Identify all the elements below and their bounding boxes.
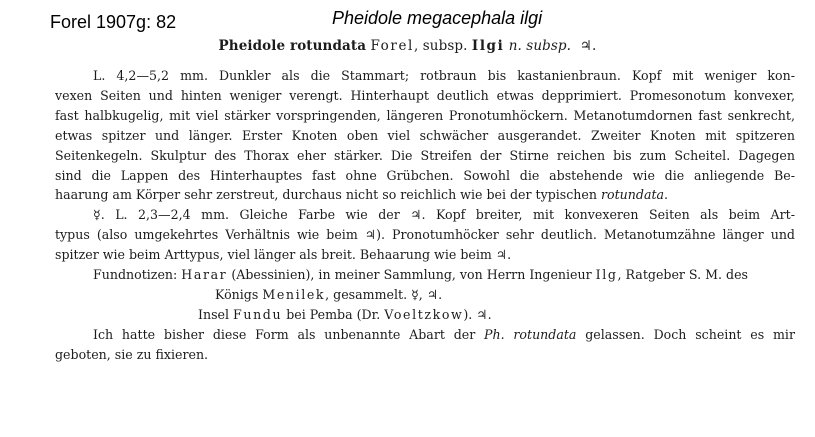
italic-taxon: rotundata. — [601, 187, 669, 203]
subspecies-name: Ilgi — [471, 38, 505, 54]
caste-symbol: ♃. — [579, 38, 597, 54]
text-segment: gelassen. Doch scheint es mir — [585, 326, 795, 342]
text-segment: , gesammelt. ☿, ♃. — [325, 286, 443, 302]
text-segment: Insel — [198, 306, 230, 322]
text-line: vexen Seiten und hinten weniger verengt. Hinterhaupt deutlich etwas depprimiert. Promesonotum konvexer, — [55, 87, 795, 103]
species-title: Pheidole megacephala ilgi — [332, 8, 543, 28]
text-line — [55, 265, 795, 285]
taxon-rank: , subsp. — [413, 38, 468, 54]
text-line: geboten, sie zu fixieren. — [55, 346, 209, 362]
text-segment: haarung am Körper sehr zerstreut, durchaus nicht so reichlich wie bei der typischen — [55, 187, 597, 203]
collector-name: Ilg — [595, 267, 618, 283]
taxon-status: n. subsp. — [508, 38, 572, 54]
text-segment: (Abessinien), in meiner Sammlung, von Herrn Ingenieur — [231, 267, 592, 283]
taxon-name: Pheidole rotundata — [218, 38, 367, 54]
taxon-heading — [0, 38, 815, 54]
text-line — [55, 285, 795, 305]
text-line: spitzer wie beim Arttypus, viel länger als breit. Behaarung wie beim ♃. — [55, 247, 512, 263]
text-line — [55, 325, 795, 345]
italic-taxon: Ph. rotundata — [484, 326, 577, 342]
text-line: L. 4,2—5,2 mm. Dunkler als die Stammart; rotbraun bis kastanienbraun. Kopf mit weniger kon- — [93, 68, 795, 83]
taxon-author: Forel — [370, 38, 414, 54]
text-segment: Fundnotizen: — [93, 267, 178, 283]
text-line: fast halbkugelig, mit viel stärker vorspringenden, längeren Pronotumhöckern. Metanotumdornen fast senkrecht, — [55, 107, 795, 123]
text-line: ☿. L. 2,3—2,4 mm. Gleiche Farbe wie der ♃. Kopf breiter, mit konvexeren Seiten als beim Art- — [93, 207, 795, 223]
text-segment: Ich hatte bisher diese Form als unbenannte Abart der — [93, 326, 476, 342]
text-line: sind die Lappen des Hinterhauptes fast ohne Grübchen. Sowohl die abstehende wie die anliegende Be- — [55, 167, 795, 183]
person-name: Menilek — [262, 286, 326, 302]
text-line: Seitenkegeln. Skulptur des Thorax eher stärker. Die Streifen der Stirne reichen bis zum Scheitel. Dagegen — [55, 147, 795, 163]
text-line — [55, 305, 795, 325]
locality-name: Harar — [181, 267, 228, 283]
description-body — [55, 66, 795, 365]
text-segment: bei Pemba (Dr. — [286, 306, 381, 322]
citation-label: Forel 1907g: 82 — [50, 12, 177, 32]
text-segment: Königs — [215, 286, 259, 302]
text-segment: ). ♃. — [463, 306, 492, 322]
text-segment: , Ratgeber S. M. des — [617, 267, 748, 283]
collector-name: Voeltzkow — [384, 306, 464, 322]
text-line — [55, 185, 795, 205]
text-line: typus (also umgekehrtes Verhältnis wie beim ♃). Pronotumhöcker sehr deutlich. Metanotumzähne länger und — [55, 227, 795, 243]
text-line: etwas spitzer und länger. Erster Knoten oben viel schwächer ausgerandet. Zweiter Knoten mit spitzeren — [55, 127, 795, 143]
locality-name: Fundu — [233, 306, 283, 322]
